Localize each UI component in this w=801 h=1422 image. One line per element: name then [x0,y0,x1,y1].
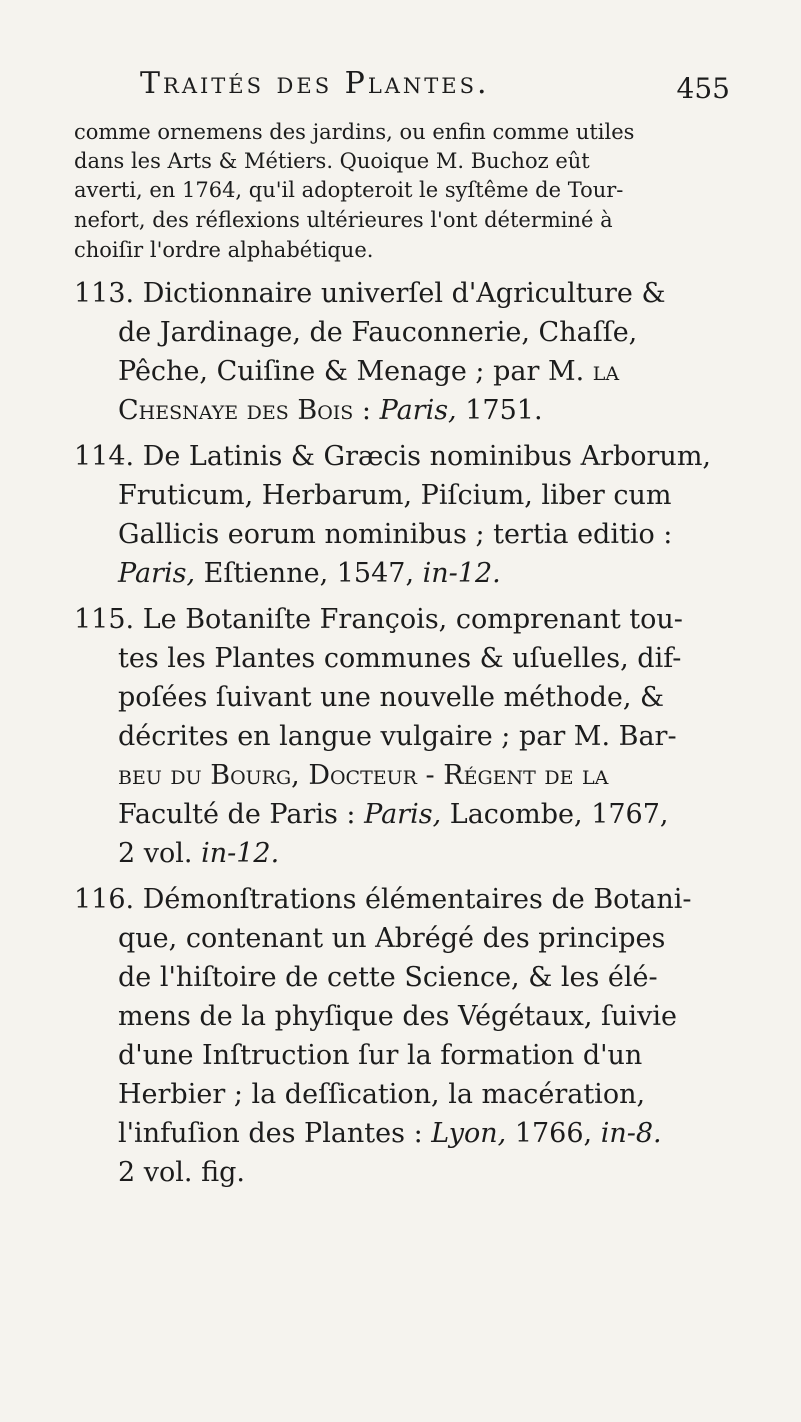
entry-text: Dictionnaire univerſel d'Agriculture & [142,278,666,309]
entry-text: Le Botaniſte François, comprenant tou- [142,604,683,635]
entry-115-line [74,606,683,633]
entry-113-line [74,280,666,307]
entry-number: 113. [74,278,135,309]
entry-number: 116. [74,884,135,915]
entry-116-line: de l'hiſtoire de cette Science, & les élé- [118,962,658,993]
entry-number: 115. [74,604,135,635]
running-head [140,66,730,114]
intro-line: comme ornemens des jardins, ou enfin comme utiles [74,120,635,144]
place: Paris, [379,395,457,426]
entry-text: De Latinis & Græcis nominibus Arborum, [142,441,712,472]
intro-line: averti, en 1764, qu'il adopteroit le syſtême de Tour- [74,178,624,202]
entry-116-line: d'une Inſtruction ſur la formation d'un [118,1040,643,1071]
intro-line: choiſir l'ordre alphabétique. [74,238,374,262]
entry-116-line: Herbier ; la deſſication, la macération, [118,1079,646,1110]
author-prefix: la [592,356,620,387]
entry-113-line: de Jardinage, de Fauconnerie, Chaſſe, [118,317,638,348]
entry-text: Faculté de Paris : [118,799,356,830]
entry-number: 114. [74,441,135,472]
entry-text: l'infuſion des Plantes : [118,1118,423,1149]
entry-116-line [118,1120,662,1147]
entry-text: Démonſtrations élémentaires de Botani- [142,884,692,915]
entry-text: 2 vol. [118,838,193,869]
entry-116-line: 2 vol. fig. [118,1157,245,1188]
date: 1766, [514,1118,593,1149]
entry-115-line: poſées ſuivant une nouvelle méthode, & [118,682,665,713]
entry-text: Pêche, Cuiſine & Menage ; par M. [118,356,585,387]
entry-116-line: mens de la phyſique des Végétaux, ſuivie [118,1001,677,1032]
entry-114-line: Fruticum, Herbarum, Piſcium, liber cum [118,480,672,511]
intro-line: nefort, des réflexions ultérieures l'ont déterminé à [74,208,613,232]
format: in-12. [422,558,501,589]
entry-116-line [74,886,692,913]
running-title: Traités des Plantes. [140,66,490,101]
author-name: Chesnaye des Bois : [118,395,372,426]
place: Lyon, [431,1118,507,1149]
format: in-8. [600,1118,662,1149]
publisher: Lacombe, 1767, [449,799,669,830]
entry-114-line [74,443,711,470]
entry-115-line [118,840,279,867]
date: 1751. [465,395,543,426]
entry-113-line [118,397,543,424]
page-number: 455 [676,72,730,105]
entry-116-line: que, contenant un Abrégé des principes [118,923,666,954]
intro-line: dans les Arts & Métiers. Quoique M. Buchoz eût [74,149,590,173]
entry-115-line: beu du Bourg, Docteur - Régent de la [118,760,609,791]
format: in-12. [201,838,280,869]
entry-114-line [118,560,501,587]
entry-114-line: Gallicis eorum nominibus ; tertia editio : [118,519,673,550]
entry-113-line [118,358,619,385]
entry-115-line [118,801,669,828]
place: Paris, [364,799,442,830]
place: Paris, [118,558,196,589]
entry-115-line: tes les Plantes communes & uſuelles, dif- [118,643,682,674]
publisher: Eſtienne, 1547, [203,558,415,589]
entry-115-line: décrites en langue vulgaire ; par M. Bar- [118,721,677,752]
